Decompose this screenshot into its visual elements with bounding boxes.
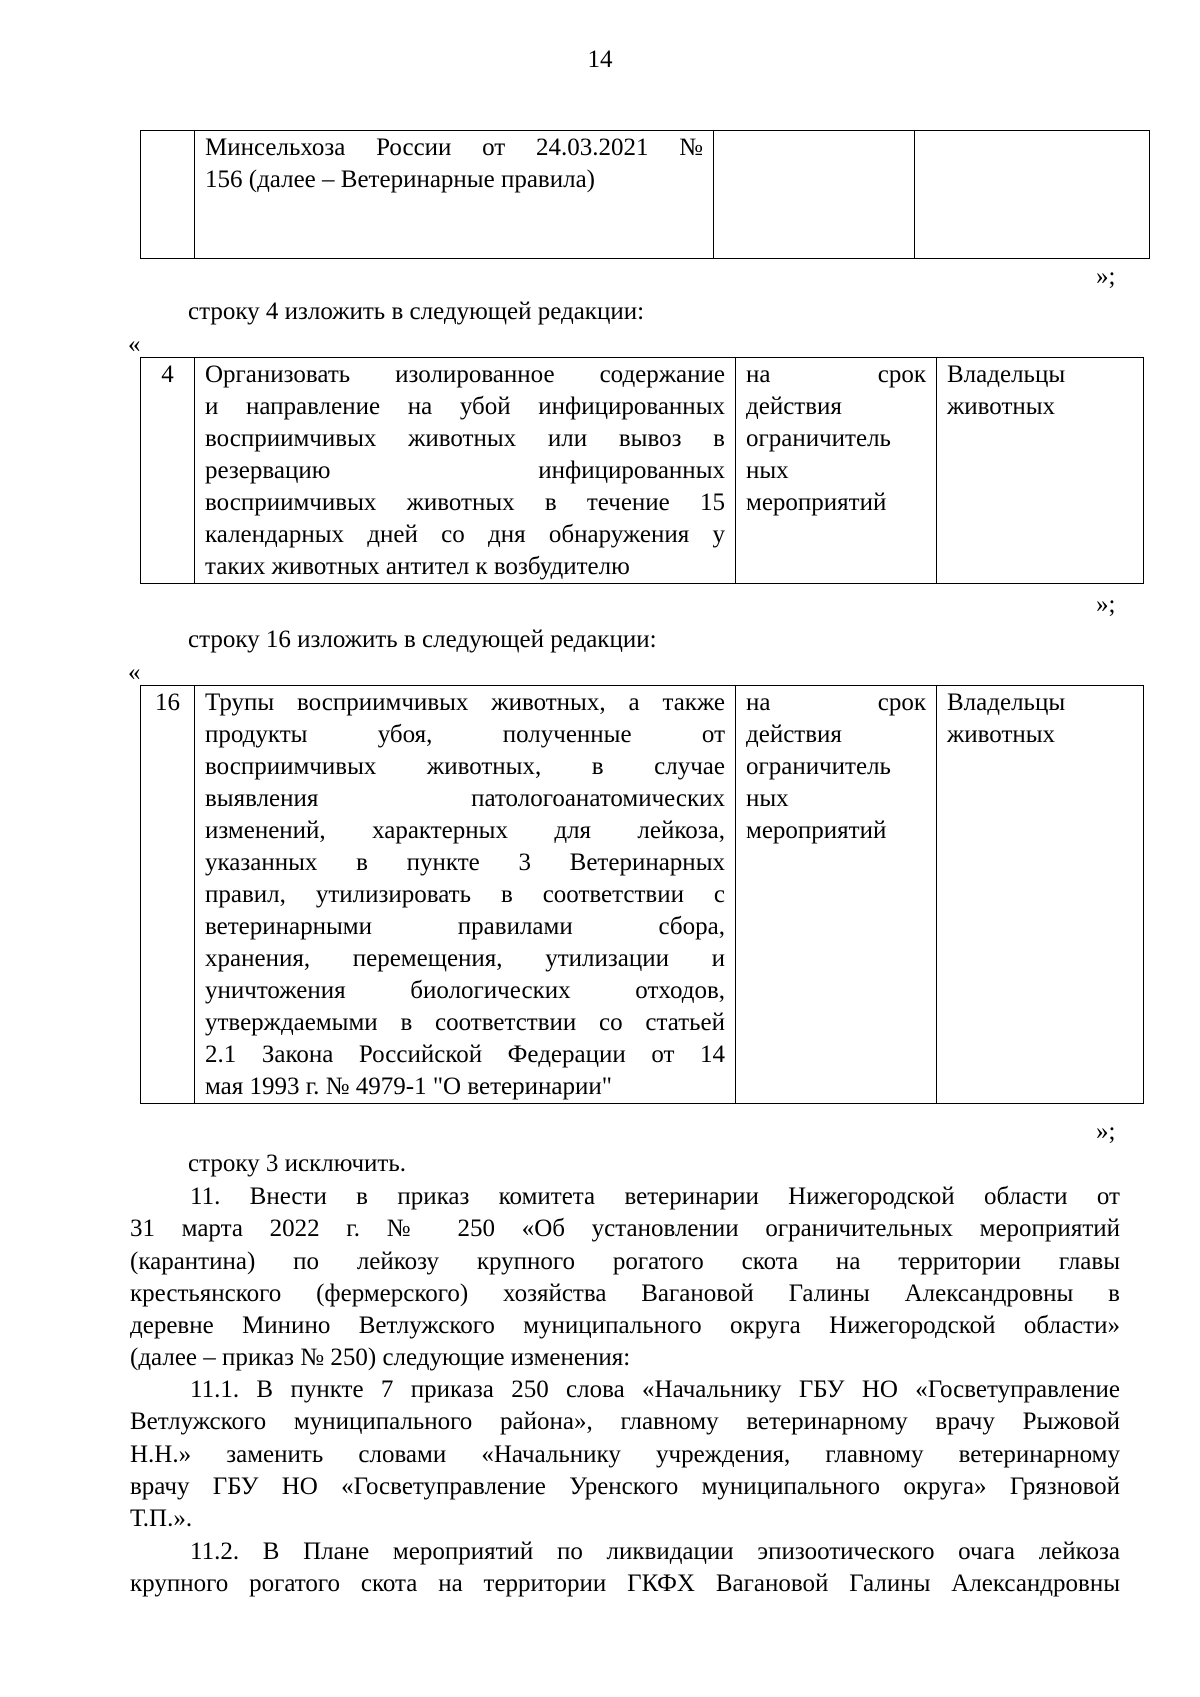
cell-line: таких животных антител к возбудителю <box>205 553 630 580</box>
cell-line: действия <box>746 721 842 748</box>
cell-line: мероприятий <box>746 489 887 516</box>
paragraph-11 <box>130 1181 1120 1375</box>
row-number-cell: 4 <box>141 358 195 584</box>
table-row <box>141 131 1150 259</box>
measure-cell <box>195 131 714 259</box>
cell-line: резервацию инфицированных <box>205 457 725 484</box>
table-row-16 <box>140 685 1144 1104</box>
instruction-row-16: строку 16 изложить в следующей редакции: <box>188 626 657 653</box>
paragraph-line: деревне Минино Ветлужского муниципального округа Нижегородской области» <box>130 1312 1120 1340</box>
paragraph-line: 11.1. В пункте 7 приказа 250 слова «Начальнику ГБУ НО «Госветуправление <box>190 1376 1120 1403</box>
cell-line: правил, утилизировать в соответствии с <box>205 881 725 908</box>
cell-line: 2.1 Закона Российской Федерации от 14 <box>205 1041 725 1068</box>
cell-line: животных <box>947 721 1056 748</box>
responsible-cell <box>937 358 1144 584</box>
instruction-row-4: строку 4 изложить в следующей редакции: <box>188 298 645 325</box>
paragraph-line: крестьянского (фермерского) хозяйства Вагановой Галины Александровны в <box>130 1279 1120 1307</box>
instruction-row-3: строку 3 исключить. <box>188 1150 406 1177</box>
closing-quote: »; <box>1096 591 1116 618</box>
page-number: 14 <box>587 46 613 73</box>
table-row <box>141 358 1144 584</box>
cell-line: Трупы восприимчивых животных, а также <box>205 689 725 716</box>
opening-quote: « <box>128 331 141 358</box>
cell-line: восприимчивых животных в течение 15 <box>205 489 725 516</box>
cell-line: уничтожения биологических отходов, <box>205 977 725 1004</box>
cell-line: Владельцы <box>947 689 1066 716</box>
cell-line: изменений, характерных для лейкоза, <box>205 817 725 844</box>
cell-line: животных <box>947 393 1056 420</box>
row-number-cell <box>141 131 195 259</box>
cell-line: ных <box>746 785 789 812</box>
cell-line: ограничитель <box>746 753 891 780</box>
cell-line: ных <box>746 457 789 484</box>
paragraph-11-2 <box>130 1536 1120 1601</box>
cell-line: ветеринарными правилами сбора, <box>205 913 725 940</box>
term-cell <box>736 686 937 1104</box>
cell-line: на срок <box>746 689 926 716</box>
cell-line: и направление на убой инфицированных <box>205 393 725 420</box>
cell-line: утверждаемыми в соответствии со статьей <box>205 1009 725 1036</box>
row-number-cell: 16 <box>141 686 195 1104</box>
table-row <box>141 686 1144 1104</box>
cell-line: ограничитель <box>746 425 891 452</box>
measure-cell <box>195 686 736 1104</box>
cell-line: календарных дней со дня обнаружения у <box>205 521 725 548</box>
closing-quote: »; <box>1096 263 1116 290</box>
paragraph-line: 11.2. В Плане мероприятий по ликвидации эпизоотического очага лейкоза <box>190 1538 1120 1565</box>
cell-line: хранения, перемещения, утилизации и <box>205 945 725 972</box>
cell-line: Владельцы <box>947 361 1066 388</box>
paragraph-line: (далее – приказ № 250) следующие изменения: <box>130 1344 631 1372</box>
cell-line: выявления патологоанатомических <box>205 785 725 812</box>
responsible-cell <box>915 131 1150 259</box>
measure-cell <box>195 358 736 584</box>
cell-line: мая 1993 г. № 4979-1 "О ветеринарии" <box>205 1073 612 1100</box>
cell-line: действия <box>746 393 842 420</box>
cell-line: мероприятий <box>746 817 887 844</box>
cell-line: восприимчивых животных или вывоз в <box>205 425 725 452</box>
paragraph-line: врачу ГБУ НО «Госветуправление Уренского муниципального округа» Грязновой <box>130 1472 1120 1500</box>
term-cell <box>714 131 915 259</box>
paragraph-line: 11. Внести в приказ комитета ветеринарии Нижегородской области от <box>190 1183 1120 1210</box>
cell-line: указанных в пункте 3 Ветеринарных <box>205 849 725 876</box>
table-continuation <box>140 130 1150 259</box>
term-cell <box>736 358 937 584</box>
table-row-4 <box>140 357 1144 584</box>
responsible-cell <box>937 686 1144 1104</box>
paragraph-line: 31 марта 2022 г. № 250 «Об установлении ограничительных мероприятий <box>130 1215 1120 1243</box>
cell-line: продукты убоя, полученные от <box>205 721 725 748</box>
paragraph-line: крупного рогатого скота на территории ГКФХ Вагановой Галины Александровны <box>130 1570 1120 1598</box>
closing-quote: »; <box>1096 1118 1116 1145</box>
paragraph-line: Ветлужского муниципального района», главному ветеринарному врачу Рыжовой <box>130 1408 1120 1436</box>
cell-line: на срок <box>746 361 926 388</box>
paragraph-line: Н.Н.» заменить словами «Начальнику учреждения, главному ветеринарному <box>130 1440 1120 1468</box>
cell-line: 156 (далее – Ветеринарные правила) <box>205 166 596 193</box>
paragraph-line: Т.П.». <box>130 1505 193 1533</box>
cell-line: Организовать изолированное содержание <box>205 361 725 388</box>
opening-quote: « <box>128 659 141 686</box>
paragraph-line: (карантина) по лейкозу крупного рогатого скота на территории главы <box>130 1247 1120 1275</box>
cell-line: восприимчивых животных, в случае <box>205 753 725 780</box>
cell-line: Минсельхоза России от 24.03.2021 № <box>205 134 703 161</box>
paragraph-11-1 <box>130 1374 1120 1535</box>
